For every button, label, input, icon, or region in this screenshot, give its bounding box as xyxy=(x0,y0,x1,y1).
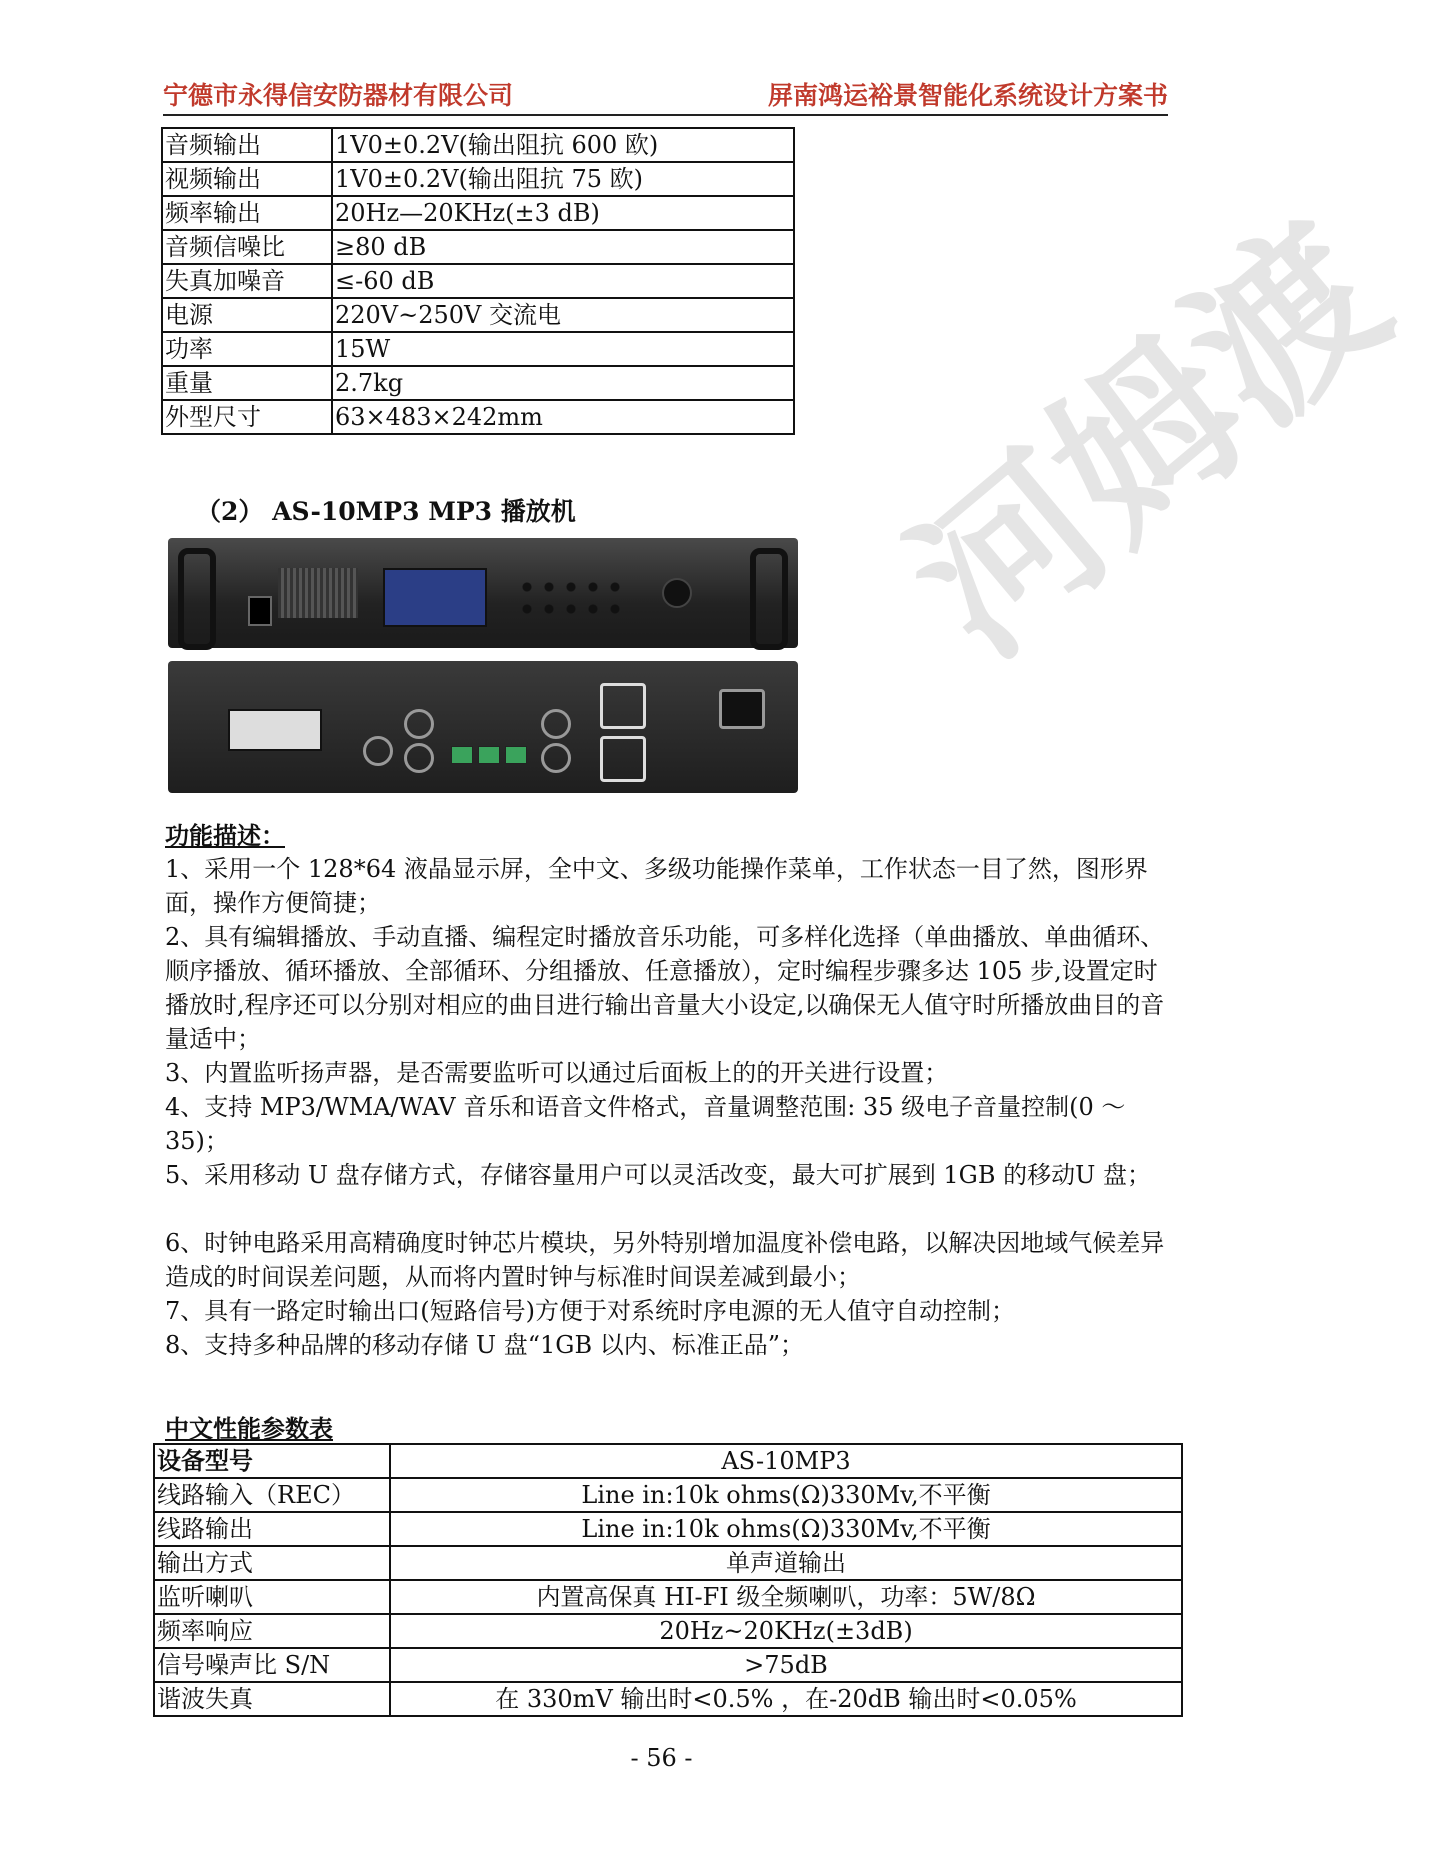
function-item: 1、采用一个 128*64 液晶显示屏，全中文、多级功能操作菜单，工作状态一目了然，图形界面，操作方便简捷； xyxy=(165,855,1148,917)
page-number: - 56 - xyxy=(630,1744,693,1772)
table-row xyxy=(154,1580,1182,1614)
param-value-cell: Line in:10k ohms(Ω)330Mv,不平衡 xyxy=(390,1478,1182,1512)
table-row xyxy=(154,1648,1182,1682)
function-item: 5、采用移动 U 盘存储方式，存储容量用户可以灵活改变，最大可扩展到 1GB 的移动U 盘； xyxy=(165,1161,1151,1189)
param-value-cell: 1V0±0.2V(输出阻抗 600 欧) xyxy=(332,128,794,162)
control-buttons xyxy=(516,576,626,616)
terminal-icon xyxy=(505,746,527,764)
function-item: 8、支持多种品牌的移动存储 U 盘“1GB 以内、标准正品”； xyxy=(165,1331,804,1359)
table-row xyxy=(154,1444,1182,1478)
param-name-cell: 设备型号 xyxy=(154,1444,390,1478)
param-value-cell: 在 330mV 输出时<0.5% ，在-20dB 输出时<0.05% xyxy=(390,1682,1182,1716)
param-name-cell: 频率响应 xyxy=(154,1614,390,1648)
company-name: 宁德市永得信安防器材有限公司 xyxy=(163,81,514,110)
rack-handle-left xyxy=(178,548,216,650)
param-value-cell: Line in:10k ohms(Ω)330Mv,不平衡 xyxy=(390,1512,1182,1546)
table-row xyxy=(162,298,794,332)
lcd-screen xyxy=(383,568,487,627)
watermark: 河姆渡 xyxy=(875,187,1424,695)
document-title: 屏南鸿运裕景智能化系统设计方案书 xyxy=(767,81,1168,110)
param-value-cell: 220V~250V 交流电 xyxy=(332,298,794,332)
param-name-cell: 功率 xyxy=(162,332,332,366)
param-name-cell: 失真加噪音 xyxy=(162,264,332,298)
output-jack-icon xyxy=(541,709,571,739)
param-name-cell: 外型尺寸 xyxy=(162,400,332,434)
table-row xyxy=(162,230,794,264)
mp3-player-rear-image xyxy=(168,661,798,793)
function-item: 3、内置监听扬声器，是否需要监听可以通过后面板上的的开关进行设置； xyxy=(165,1059,949,1087)
param-value-cell: 单声道输出 xyxy=(390,1546,1182,1580)
page-header xyxy=(163,76,1168,116)
terminal-icon xyxy=(451,746,473,764)
terminal-icon xyxy=(478,746,500,764)
mic-jack-icon xyxy=(363,736,393,766)
table-row xyxy=(154,1682,1182,1716)
power-inlet-icon xyxy=(719,689,765,729)
param-value-cell: ≤-60 dB xyxy=(332,264,794,298)
param-name-cell: 重量 xyxy=(162,366,332,400)
function-item: 7、具有一路定时输出口(短路信号)方便于对系统时序电源的无人值守自动控制； xyxy=(165,1297,1015,1325)
param-value-cell: 63×483×242mm xyxy=(332,400,794,434)
param-value-cell: AS-10MP3 xyxy=(390,1444,1182,1478)
section-title: （2） AS-10MP3 MP3 播放机 xyxy=(196,497,576,526)
table-row xyxy=(162,162,794,196)
param-value-cell: 2.7kg xyxy=(332,366,794,400)
param-name-cell: 线路输出 xyxy=(154,1512,390,1546)
param-table-title: 中文性能参数表 xyxy=(165,1415,333,1443)
param-value-cell: 20Hz~20KHz(±3dB) xyxy=(390,1614,1182,1648)
table-row xyxy=(162,264,794,298)
param-name-cell: 电源 xyxy=(162,298,332,332)
table-row xyxy=(154,1512,1182,1546)
volume-knob-icon xyxy=(662,578,692,608)
caution-label xyxy=(228,709,322,751)
param-name-cell: 视频输出 xyxy=(162,162,332,196)
table-row xyxy=(154,1478,1182,1512)
function-item: 2、具有编辑播放、手动直播、编程定时播放音乐功能，可多样化选择（单曲播放、单曲循环、顺序播放、循环播放、全部循环、分组播放、任意播放），定时编程步骤多达 105 步,设置定时播放时,程序还可以分别对相应的曲目进行输出音量大小设定,以确保无人值守时所播放曲目的音量适中； xyxy=(165,923,1165,1053)
table-row xyxy=(162,196,794,230)
spec-table-1 xyxy=(161,127,795,435)
line-jack-icon xyxy=(404,709,434,739)
ac-outlet-icon xyxy=(600,683,646,729)
param-name-cell: 音频信噪比 xyxy=(162,230,332,264)
speaker-grille xyxy=(278,568,358,618)
param-value-cell: 15W xyxy=(332,332,794,366)
param-name-cell: 监听喇叭 xyxy=(154,1580,390,1614)
table-row xyxy=(162,400,794,434)
param-value-cell: 1V0±0.2V(输出阻抗 75 欧) xyxy=(332,162,794,196)
param-name-cell: 线路输入（REC） xyxy=(154,1478,390,1512)
param-name-cell: 音频输出 xyxy=(162,128,332,162)
output-jack-icon xyxy=(541,743,571,773)
param-value-cell: ≥80 dB xyxy=(332,230,794,264)
table-row xyxy=(162,332,794,366)
ac-outlet-icon xyxy=(600,736,646,782)
param-value-cell: >75dB xyxy=(390,1648,1182,1682)
param-value-cell: 20Hz—20KHz(±3 dB) xyxy=(332,196,794,230)
line-jack-icon xyxy=(404,743,434,773)
param-name-cell: 信号噪声比 S/N xyxy=(154,1648,390,1682)
rack-handle-right xyxy=(750,548,788,650)
table-row xyxy=(154,1546,1182,1580)
param-name-cell: 输出方式 xyxy=(154,1546,390,1580)
function-title: 功能描述： xyxy=(165,822,285,850)
power-switch-icon xyxy=(248,596,272,626)
table-row xyxy=(154,1614,1182,1648)
param-name-cell: 谐波失真 xyxy=(154,1682,390,1716)
table-row xyxy=(162,366,794,400)
mp3-player-front-image xyxy=(168,538,798,648)
function-item: 4、支持 MP3/WMA/WAV 音乐和语音文件格式，音量调整范围: 35 级电子音量控制(0 ～35)； xyxy=(165,1093,1126,1155)
param-name-cell: 频率输出 xyxy=(162,196,332,230)
param-value-cell: 内置高保真 HI-FI 级全频喇叭，功率：5W/8Ω xyxy=(390,1580,1182,1614)
function-item: 6、时钟电路采用高精确度时钟芯片模块，另外特别增加温度补偿电路，以解决因地域气候差异造成的时间误差问题，从而将内置时钟与标准时间误差减到最小； xyxy=(165,1229,1165,1291)
spec-table-2 xyxy=(153,1443,1183,1717)
table-row xyxy=(162,128,794,162)
